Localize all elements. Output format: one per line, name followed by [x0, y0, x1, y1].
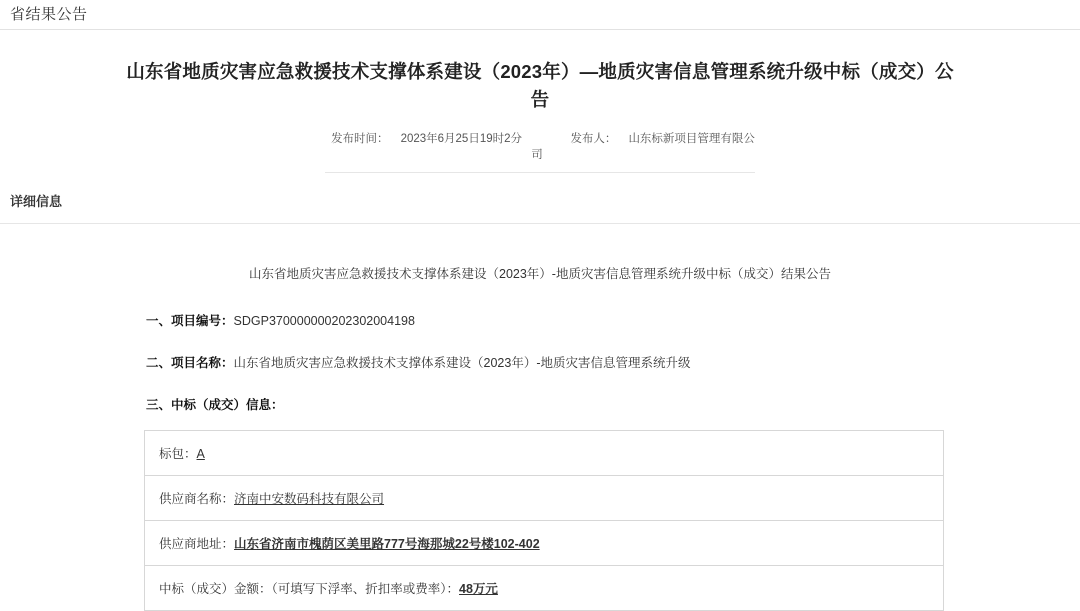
award-amount-value: 48万元 [459, 582, 498, 596]
table-row [145, 431, 944, 476]
supplier-name-label: 供应商名称： [159, 492, 235, 506]
publisher-value: 山东标新项目管理有限公司 [531, 133, 755, 161]
breadcrumb-bar [0, 0, 1080, 30]
item-project-number [140, 310, 940, 332]
lot-value: A [196, 447, 205, 461]
announcement-card [95, 30, 985, 173]
supplier-name-value: 济南中安数码科技有限公司 [234, 492, 385, 506]
table-row [145, 566, 944, 611]
award-table [144, 430, 944, 611]
publish-meta [325, 130, 755, 173]
item-project-number-label: 一、项目编号： [146, 314, 234, 328]
breadcrumb[interactable]: 省结果公告 [10, 6, 88, 23]
item-award-info [140, 394, 940, 416]
item-project-name-label: 二、项目名称： [146, 356, 234, 370]
page-title: 山东省地质灾害应急救援技术支撑体系建设（2023年）—地质灾害信息管理系统升级中标（成交）公告 [126, 61, 954, 110]
body-title: 山东省地质灾害应急救援技术支撑体系建设（2023年）-地质灾害信息管理系统升级中标（成交）结果公告 [249, 267, 831, 281]
publish-time-label: 发布时间： [331, 133, 389, 145]
award-amount-label: 中标（成交）金额：（可填写下浮率、折扣率或费率）： [159, 582, 460, 596]
supplier-address-value: 山东省济南市槐荫区美里路777号海那城22号楼102-402 [234, 537, 540, 551]
publish-time-value: 2023年6月25日19时2分 [400, 133, 523, 145]
table-row [145, 521, 944, 566]
lot-label: 标包： [159, 447, 197, 461]
item-project-name-value: 山东省地质灾害应急救援技术支撑体系建设（2023年）-地质灾害信息管理系统升级 [233, 356, 691, 370]
item-project-number-value: SDGP370000000202302004198 [233, 314, 415, 328]
supplier-address-label: 供应商地址： [159, 537, 235, 551]
table-row [145, 476, 944, 521]
publisher-label: 发布人： [570, 133, 617, 145]
section-title-detail: 详细信息 [10, 194, 63, 209]
item-project-name [140, 352, 940, 374]
announcement-body [0, 224, 1080, 611]
item-award-info-label: 三、中标（成交）信息： [146, 398, 284, 412]
